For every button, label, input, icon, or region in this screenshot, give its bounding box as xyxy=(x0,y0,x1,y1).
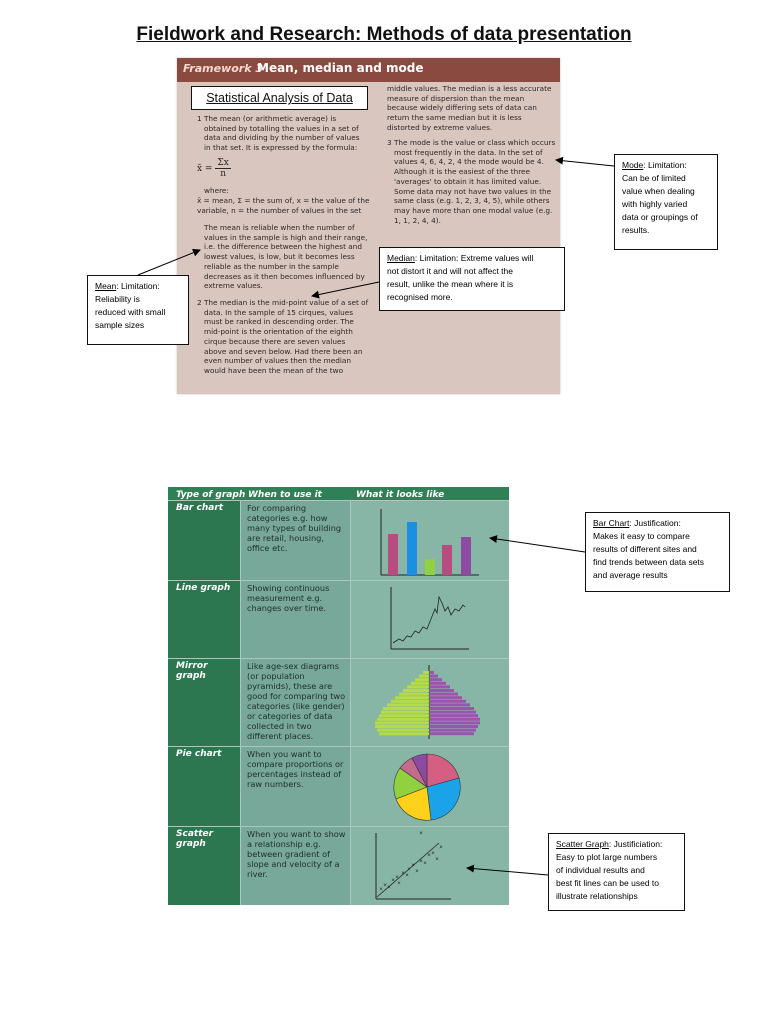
scatter-point: × xyxy=(405,873,409,879)
scatter-point: × xyxy=(419,859,423,865)
header-type: Type of graph xyxy=(176,490,246,500)
header-looks: What it looks like xyxy=(356,490,445,500)
scatter-point: × xyxy=(395,875,399,881)
table-row-mirror-graph: Mirror graph Like age-sex diagrams (or population pyramids), these are good for comparing two categories (like gender) or categories of data collected in two different places. xyxy=(168,658,509,747)
statistical-analysis-title: Statistical Analysis of Data xyxy=(206,91,353,105)
scatter-graph-justification-note: Scatter Graph: Justificiation: Easy to plot large numbers of individual results and best fit lines can be used to illustrate relationships xyxy=(548,833,685,911)
scatter-point: × xyxy=(391,878,395,884)
mean-reliability-text: The mean is reliable when the number of values in the sample is high and their range, i.e. the difference between the highest and lowest values, is low, but it becomes less reliable as the number in the sample decreases as it then becomes influenced by extreme values. xyxy=(204,223,368,291)
mean-limitation-note: Mean: Limitation: Reliability is reduced with small sample sizes xyxy=(87,275,189,345)
table-row-bar-chart: Bar chart For comparing categories e.g. how many types of building are retail, housing, office etc. xyxy=(168,500,509,581)
scatter-point: × xyxy=(397,881,401,887)
median-arrow xyxy=(312,282,379,296)
mean-formula: x̄ = $\frac{\Sigma x}{n}$ xyxy=(197,158,229,179)
mode-text: 3 The mode is the value or class which occurs most frequently in the data. In the set of values 4, 6, 4, 2, 4 the mode would be 4. Although it is the easiest of the three 'averages' to obtain it has limited value. Some data may not have two values in the same class (e.g. 1, 2, 3, 4, 5), while others may have more than one modal value (e.g. 1, 1, 2, 4, 4). xyxy=(387,138,556,225)
framework-title: Mean, median and mode xyxy=(257,61,424,75)
bar-chart-justification-note: Bar Chart: Justification: Makes it easy to compare results of different sites and find trends between data sets and average results xyxy=(585,512,730,592)
scatter-point: × xyxy=(411,863,415,869)
scatter-point: × xyxy=(401,871,405,877)
scatter-point: × xyxy=(427,853,431,859)
where-label: where: xyxy=(204,186,229,195)
scatter-point: × xyxy=(383,883,387,889)
scatter-point: × xyxy=(435,857,439,863)
table-row-scatter-graph: Scatter graph When you want to show a relationship e.g. between gradient of slope and velocity of a river. × × × × × × × × × × × × × × × × × × xyxy=(168,826,509,905)
scatter-point: × xyxy=(431,851,435,857)
table-row-line-graph: Line graph Showing continuous measurement e.g. changes over time. xyxy=(168,580,509,659)
mode-arrow xyxy=(556,160,614,166)
scatter-point: × xyxy=(415,869,419,875)
header-when: When to use it xyxy=(248,490,322,500)
scatter-point: × xyxy=(419,831,423,837)
scatter-point: × xyxy=(407,867,411,873)
scatter-arrow xyxy=(467,868,548,875)
scatter-point: × xyxy=(379,887,383,893)
mean-definition: 1 The mean (or arithmetic average) is obtained by totalling the values in a set of data and dividing by the number of values in that set. It is expressed by the formula: xyxy=(197,114,360,153)
scatter-point: × xyxy=(423,861,427,867)
median-limitation-note: Median: Limitation: Extreme values will not distort it and will not affect the result, unlike the mean where it is recognised more. xyxy=(379,247,565,311)
median-continued-text: middle values. The median is a less accurate measure of dispersion than the mean because widely differing sets of data can return the same median but it is less distorted by extreme values. xyxy=(387,84,552,132)
scatter-point: × xyxy=(387,885,391,891)
mode-limitation-note: Mode: Limitation: Can be of limited value when dealing with highly varied data or groupings of results. xyxy=(614,154,718,250)
median-text: 2 The median is the mid-point value of a set of data. In the sample of 15 cirques, values must be ranked in descending order. The mid-point is the orientation of the eighth cirque because there are seven values above and seven below. Had there been an even number of values then the median would have been the mean of the two xyxy=(197,298,369,375)
table-row-pie-chart: Pie chart When you want to compare proportions or percentages instead of raw numbers. xyxy=(168,746,509,827)
page-title: Fieldwork and Research: Methods of data presentation xyxy=(136,24,632,45)
scatter-point: × xyxy=(439,845,443,851)
where-definitions: x̄ = mean, Σ = the sum of, x = the value of the variable, n = the number of values in the set xyxy=(197,196,370,215)
framework-tag: Framework 3 xyxy=(183,62,264,75)
bar-chart-arrow xyxy=(490,538,585,552)
mean-arrow xyxy=(138,250,200,275)
